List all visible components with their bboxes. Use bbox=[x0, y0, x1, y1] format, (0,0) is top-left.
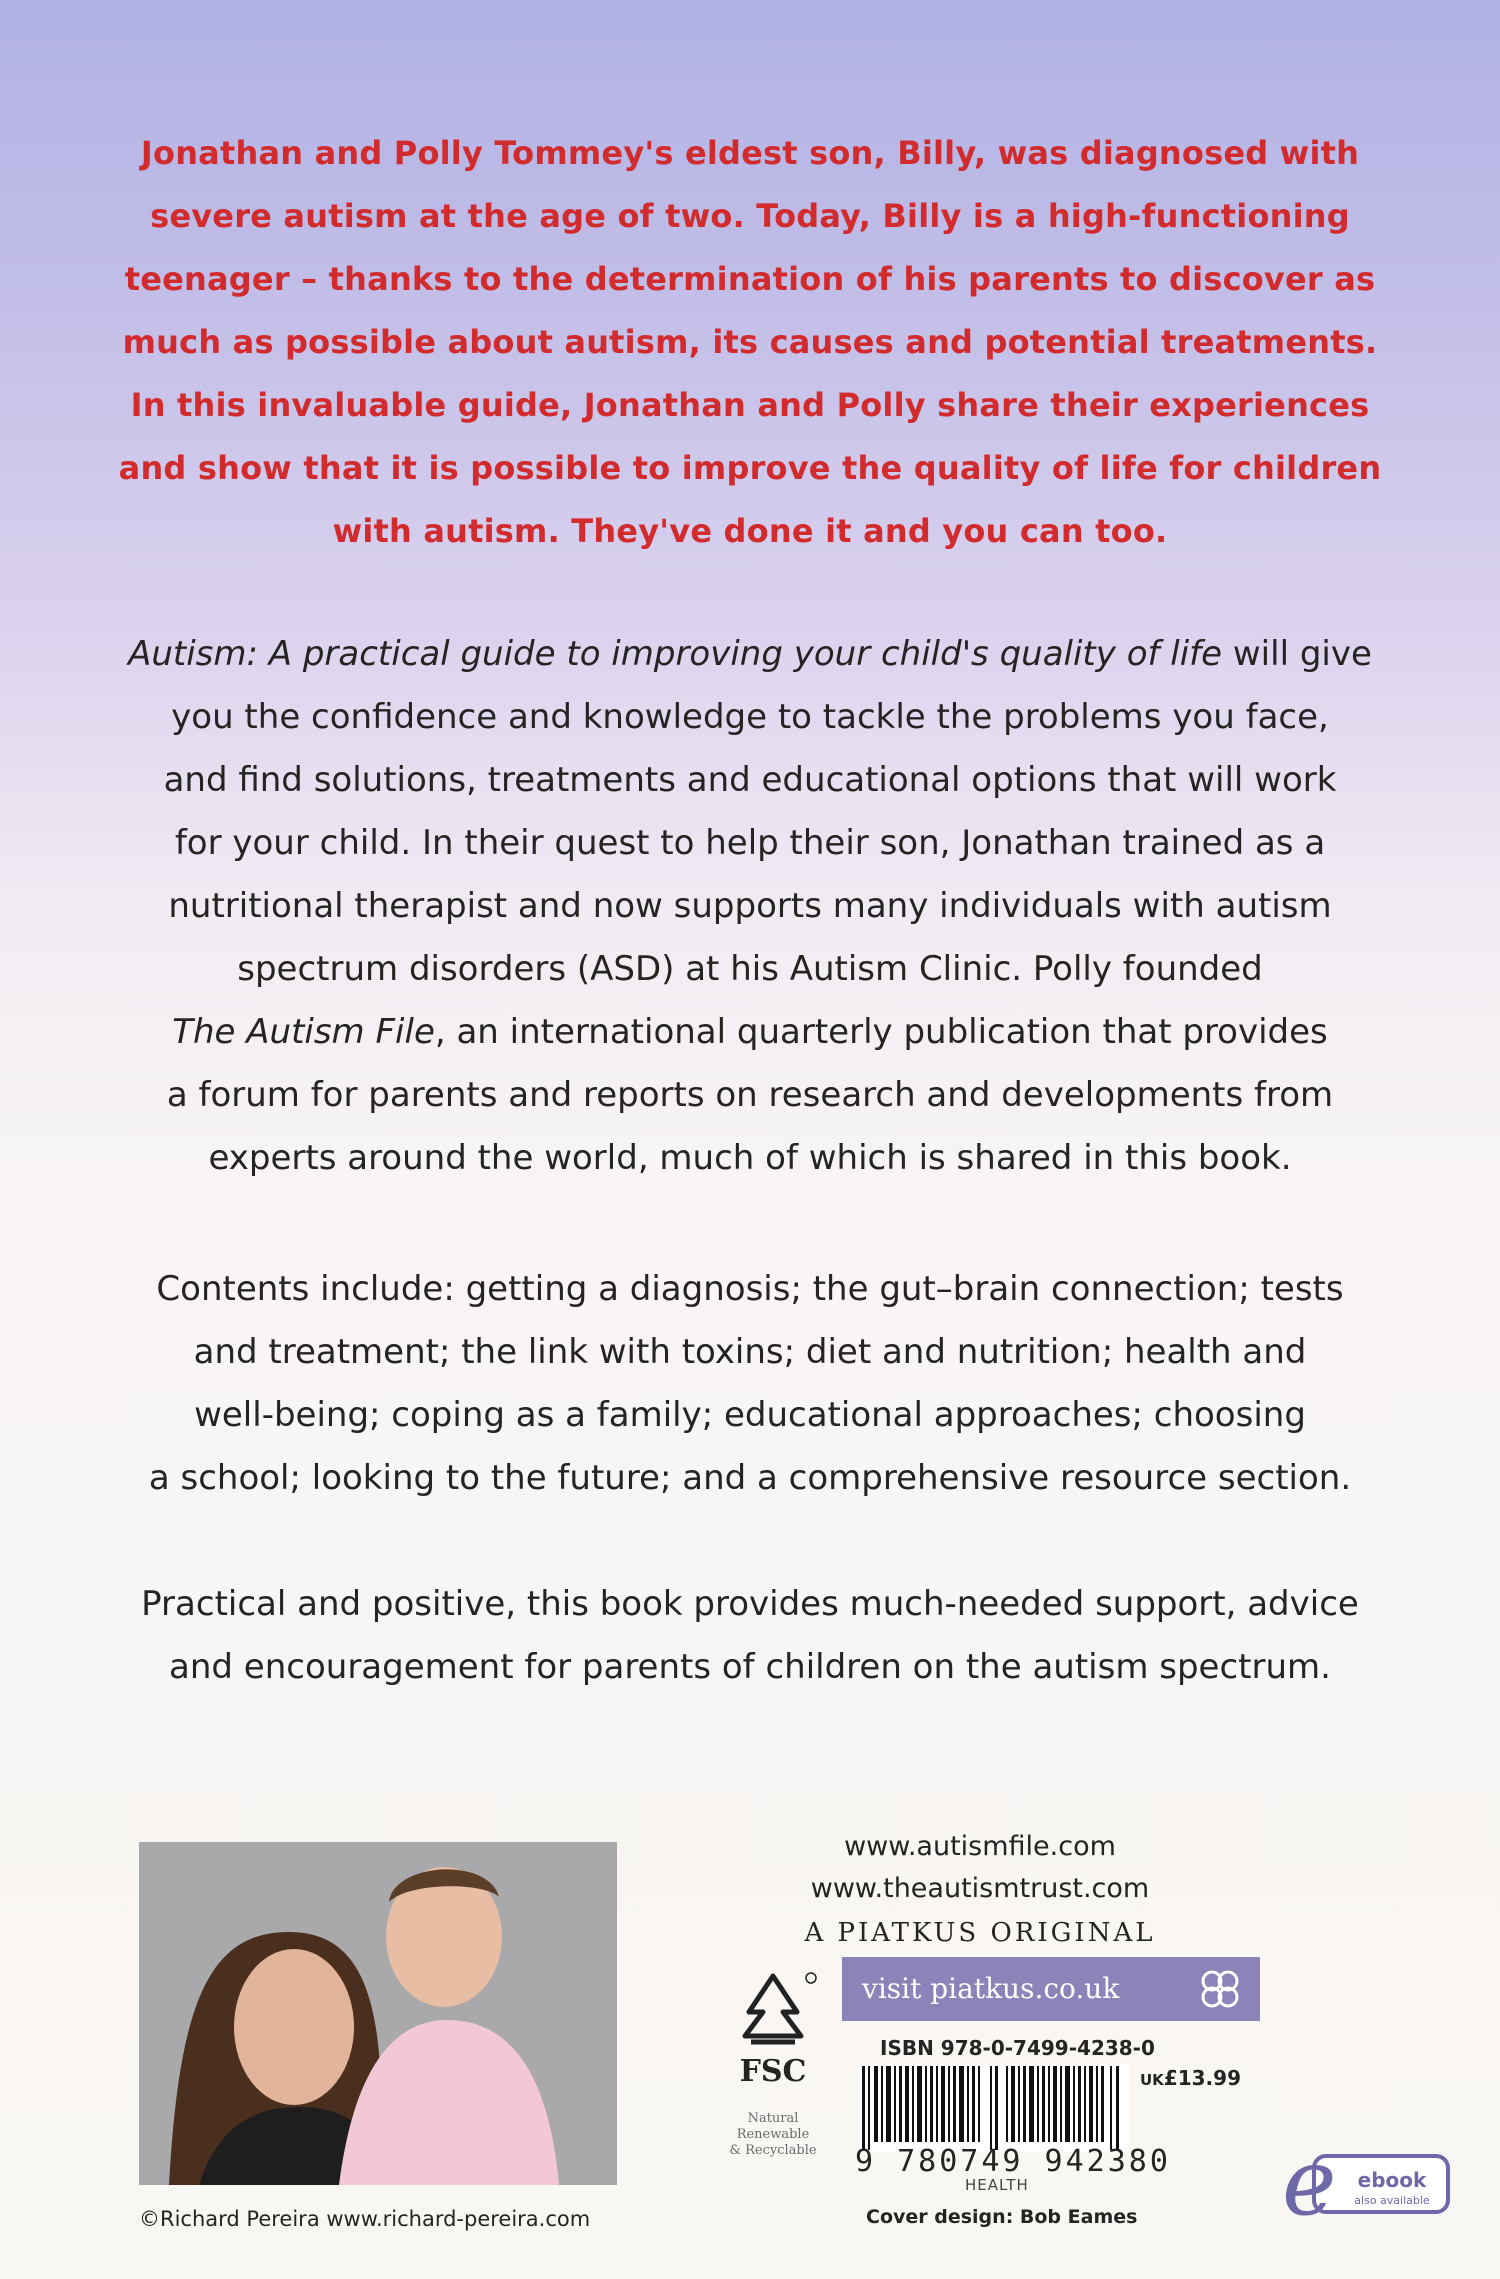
description-line: for your child. In their quest to help their son, Jonathan trained as a bbox=[174, 823, 1326, 863]
fsc-label: FSC bbox=[739, 2054, 807, 2089]
fsc-logo bbox=[718, 1968, 828, 2159]
price-prefix: UK bbox=[1140, 2071, 1164, 2089]
piatkus-banner bbox=[842, 1957, 1260, 2021]
blurb-red bbox=[0, 122, 1500, 563]
publication-title: The Autism File bbox=[172, 1012, 435, 1052]
ebook-e-icon: e bbox=[1282, 2134, 1337, 2224]
author-photo-illustration bbox=[139, 1842, 617, 2185]
autismfile-url[interactable]: www.autismfile.com bbox=[844, 1831, 1116, 1862]
description-paragraph bbox=[0, 623, 1500, 1190]
blurb-line: with autism. They've done it and you can too. bbox=[332, 512, 1168, 550]
description-line: experts around the world, much of which is shared in this book. bbox=[208, 1138, 1292, 1178]
category-label: HEALTH bbox=[965, 2176, 1029, 2194]
imprint-label: A PIATKUS ORIGINAL bbox=[804, 1918, 1156, 1948]
description-line bbox=[0, 1001, 1500, 1064]
contents-line: Contents include: getting a diagnosis; the gut–brain connection; tests bbox=[156, 1269, 1344, 1309]
description-line: you the confidence and knowledge to tackle the problems you face, bbox=[171, 697, 1329, 737]
author-photo bbox=[139, 1842, 617, 2185]
barcode-digits: 9 780749 942380 bbox=[855, 2144, 1171, 2179]
autismtrust-url[interactable]: www.theautismtrust.com bbox=[810, 1873, 1150, 1904]
closing-paragraph bbox=[0, 1573, 1500, 1699]
contents-line: well-being; coping as a family; educational approaches; choosing bbox=[194, 1395, 1306, 1435]
website-links bbox=[760, 1826, 1200, 1910]
closing-line: and encouragement for parents of children on the autism spectrum. bbox=[169, 1647, 1331, 1687]
photo-credit: ©Richard Pereira www.richard-pereira.com bbox=[139, 2207, 591, 2231]
description-line: a forum for parents and reports on research and developments from bbox=[166, 1075, 1334, 1115]
blurb-line: Jonathan and Polly Tommey's eldest son, Billy, was diagnosed with bbox=[140, 134, 1360, 172]
description-text: , an international quarterly publication that provides bbox=[434, 1012, 1328, 1052]
price-value: £13.99 bbox=[1163, 2066, 1241, 2090]
ebook-word: ebook bbox=[1357, 2168, 1427, 2192]
description-line: spectrum disorders (ASD) at his Autism Clinic. Polly founded bbox=[237, 949, 1263, 989]
description-line bbox=[0, 623, 1500, 686]
isbn-number: ISBN 978-0-7499-4238-0 bbox=[880, 2036, 1155, 2060]
blurb-line: and show that it is possible to improve the quality of life for children bbox=[118, 449, 1382, 487]
book-title: Autism: A practical guide to improving your child's quality of life bbox=[128, 634, 1223, 674]
fsc-renewable: Renewable bbox=[736, 2127, 810, 2142]
description-text: will give bbox=[1222, 634, 1372, 674]
fsc-recyclable: & Recyclable bbox=[729, 2143, 817, 2158]
cover-design-credit: Cover design: Bob Eames bbox=[866, 2206, 1138, 2228]
description-line: and find solutions, treatments and educational options that will work bbox=[163, 760, 1337, 800]
fsc-tree-icon bbox=[723, 1968, 823, 2048]
blurb-line: severe autism at the age of two. Today, Billy is a high-functioning bbox=[150, 197, 1350, 235]
price-label bbox=[1140, 2066, 1241, 2090]
blurb-line: much as possible about autism, its causes and potential treatments. bbox=[122, 323, 1378, 361]
barcode bbox=[860, 2064, 1130, 2152]
blurb-line: In this invaluable guide, Jonathan and Polly share their experiences bbox=[130, 386, 1370, 424]
ebook-sub: also available bbox=[1354, 2194, 1430, 2207]
contents-paragraph bbox=[0, 1258, 1500, 1510]
contents-line: a school; looking to the future; and a comprehensive resource section. bbox=[148, 1458, 1352, 1498]
blurb-line: teenager – thanks to the determination of his parents to discover as bbox=[124, 260, 1376, 298]
contents-line: and treatment; the link with toxins; diet and nutrition; health and bbox=[193, 1332, 1307, 1372]
piatkus-url[interactable]: visit piatkus.co.uk bbox=[862, 1972, 1120, 2005]
piatkus-logo-icon bbox=[1198, 1967, 1242, 2018]
description-line: nutritional therapist and now supports many individuals with autism bbox=[168, 886, 1332, 926]
closing-line: Practical and positive, this book provides much-needed support, advice bbox=[141, 1584, 1359, 1624]
ebook-badge bbox=[1274, 2134, 1454, 2224]
fsc-natural: Natural bbox=[747, 2111, 799, 2126]
